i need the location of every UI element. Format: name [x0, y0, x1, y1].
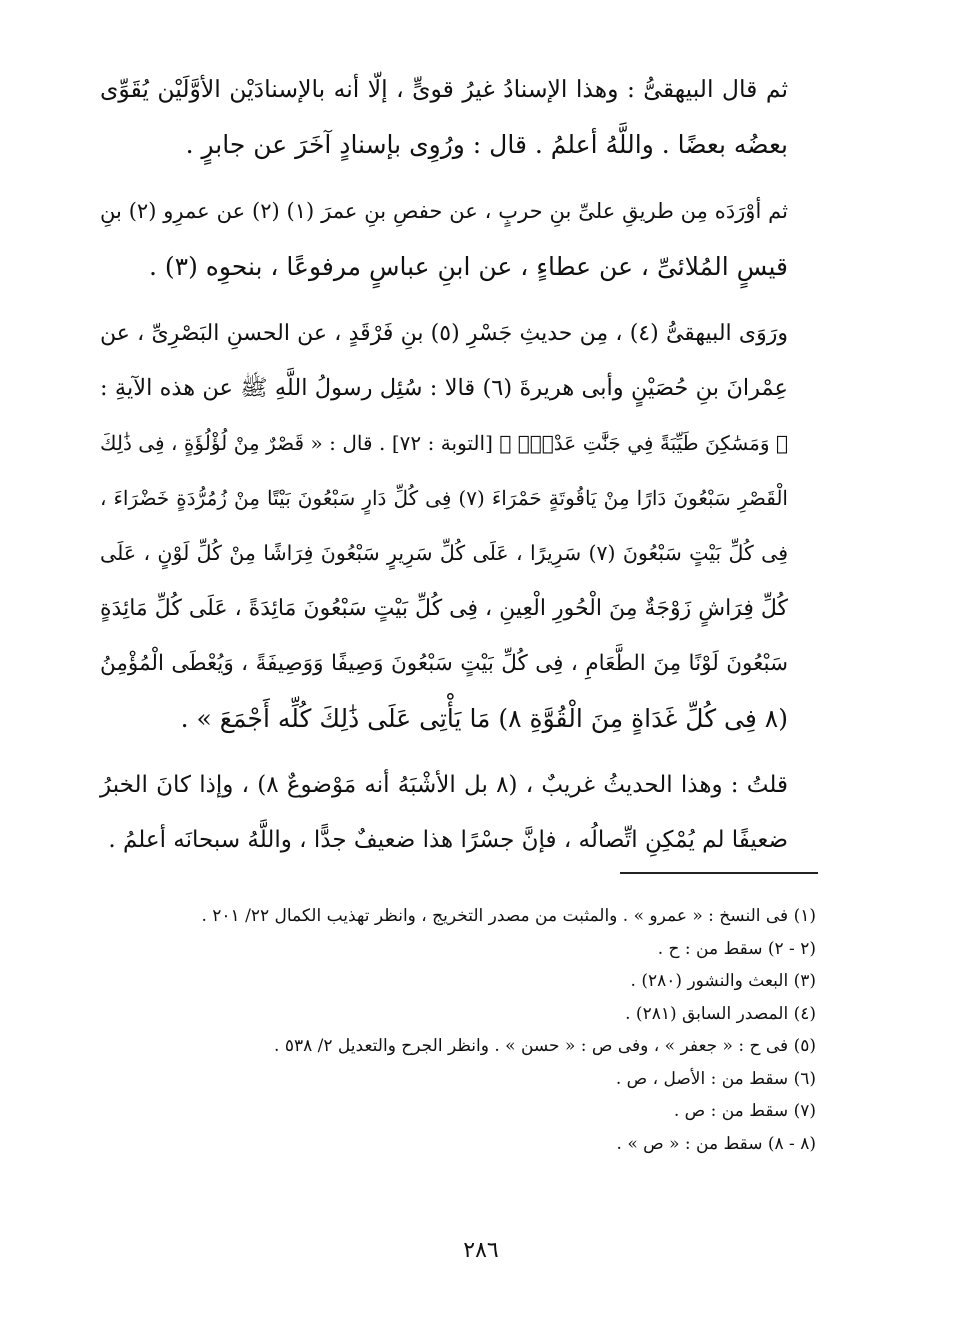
quran-verse-line: ﴿ وَمَسَٰكِنَ طَيِّبَةً فِي جَنَّٰتِ عَدْنٍۚ ﴾ [التوبة : ٧٢] . قال : « قَصْرٌ مِنْ لُؤْلُؤَةٍ ، فِى ذَٰلِكَ	[100, 431, 788, 455]
footnote: (٤) المصدر السابق (٢٨١) .	[625, 1003, 816, 1024]
text-line: ضعيفًا لم يُمْكِنِ اتِّصالُه ، فإنَّ جسْرًا هذا ضعيفٌ جدًّا ، واللَّهُ سبحانَه أعلمُ .	[108, 827, 788, 853]
text-line: قلتُ : وهذا الحديثُ غريبٌ ، (٨ بل الأشْبَهُ أنه مَوْضوعٌ ٨) ، وإذا كانَ الخبرُ	[100, 772, 788, 798]
text-line: ثم أوْرَدَه مِن طريقِ علىِّ بنِ حربٍ ، عن حفصِ بنِ عمرَ (١) (٢) عن عمرِو (٢) بنِ	[100, 199, 788, 223]
footnote: (٦) سقط من : الأصل ، ص .	[615, 1068, 816, 1089]
footnote: (٥) فى ح : « جعفر » ، وفى ص : « حسن » . وانظر الجرح والتعديل ٢/ ٥٣٨ .	[274, 1036, 816, 1056]
footnote: (٢ - ٢) سقط من : ح .	[657, 938, 816, 959]
text-line: عِمْرانَ بنِ حُصَيْنٍ وأبى هريرةَ (٦) قالا : سُئِل رسولُ اللَّهِ ﷺ عن هذه الآيةِ :	[100, 375, 788, 401]
main-text	[100, 62, 820, 880]
text-line: ورَوَى البيهقىُّ (٤) ، مِن حديثِ جَسْرِ (٥) بنِ فَرْقَدٍ ، عن الحسنِ البَصْرِىِّ ، عن	[100, 321, 788, 346]
text-line: الْقَصْرِ سَبْعُونَ دَارًا مِنْ يَاقُوتَةٍ حَمْرَاءَ (٧) فِى كُلِّ دَارٍ سَبْعُونَ بَيْتًا مِنْ زُمُرُّدَةٍ خَضْرَاءَ ،	[100, 486, 788, 510]
footnote: (٣) البعث والنشور (٢٨٠) .	[630, 971, 816, 991]
text-line: فِى كُلِّ بَيْتٍ سَبْعُونَ (٧) سَرِيرًا ، عَلَى كُلِّ سَرِيرٍ سَبْعُونَ فِرَاشًا مِنْ كُلِّ لَوْنٍ ، عَلَى	[100, 541, 788, 565]
paragraph-4	[100, 758, 820, 868]
text-line: كُلِّ فِرَاشٍ زَوْجَةٌ مِنَ الْحُورِ الْعِينِ ، فِى كُلِّ بَيْتٍ سَبْعُونَ مَائِدَةً ، عَلَى كُلِّ مَائِدَةٍ	[100, 596, 788, 621]
text-line: سَبْعُونَ لَوْنًا مِنَ الطَّعَامِ ، فِى كُلِّ بَيْتٍ سَبْعُونَ وَصِيفًا وَوَصِيفَةً ، وَيُعْطَى الْمُؤْمِنُ	[100, 651, 788, 676]
paragraph-1	[100, 62, 820, 172]
footnote: (٧) سقط من : ص .	[673, 1101, 816, 1121]
text-line: بعضُه بعضًا . واللَّهُ أعلمُ . قال : ورُوِى بإسنادٍ آخَرَ عن جابرٍ .	[185, 130, 788, 159]
text-line: (٨ فِى كُلِّ غَدَاةٍ مِنَ الْقُوَّةِ ٨) مَا يَأْتِى عَلَى ذَٰلِكَ كُلِّه أَجْمَعَ » .	[180, 704, 788, 733]
paragraph-3	[100, 306, 820, 746]
footnote: (١) فى النسخ : « عمرو » . والمثبت من مصدر التخريج ، وانظر تهذيب الكمال ٢٢/ ٢٠١ .	[201, 906, 816, 926]
text-line: قيسٍ المُلائىِّ ، عن عطاءٍ ، عن ابنِ عباسٍ مرفوعًا ، بنحوِه (٣) .	[149, 252, 788, 281]
footnote-separator	[620, 872, 818, 874]
text-line: ثم قال البيهقىُّ : وهذا الإسنادُ غيرُ قوىٍّ ، إلّا أنه بالإسنادَيْن الأوَّلَيْن يُقَوِّى	[100, 75, 788, 103]
footnotes	[120, 900, 816, 1160]
footnote: (٨ - ٨) سقط من : « ص » .	[616, 1133, 816, 1154]
paragraph-2	[100, 184, 820, 294]
page-number: ٢٨٦	[463, 1238, 499, 1263]
